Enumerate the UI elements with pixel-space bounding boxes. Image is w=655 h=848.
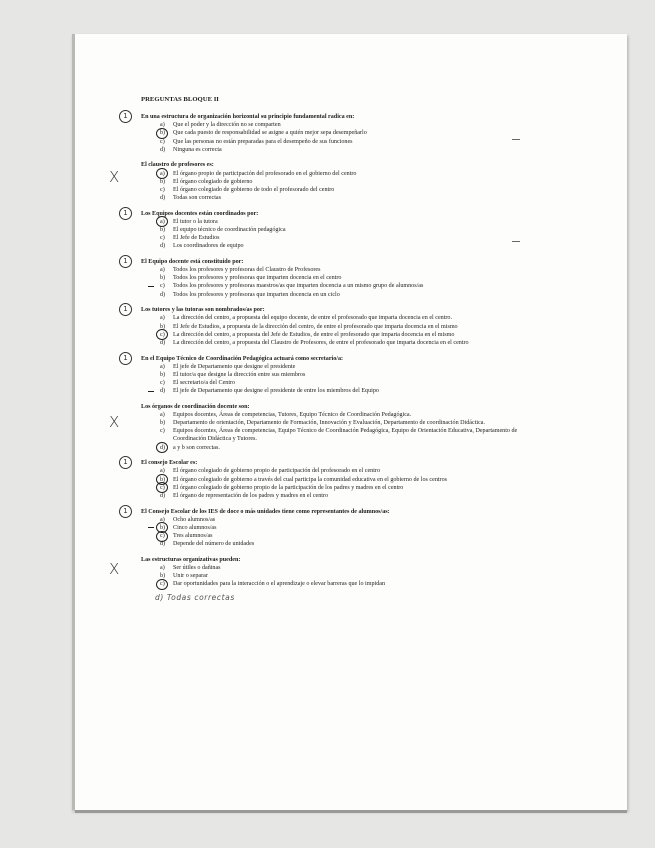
answer-option <box>141 314 526 322</box>
answer-option <box>141 427 526 443</box>
answer-option <box>141 274 526 282</box>
question-5 <box>123 305 526 347</box>
answer-option <box>141 282 526 290</box>
option-letter: c) <box>160 380 165 387</box>
option-text: El tutor o la tutora <box>173 218 218 225</box>
question-stem: El claustro de profesores es: <box>141 162 214 169</box>
question-stem: En una estructura de organización horizontal su principio fundamental radica en: <box>141 114 355 121</box>
option-letter: c) <box>160 428 165 435</box>
option-letter: b) <box>160 275 166 282</box>
answer-circle-mark <box>156 579 168 590</box>
option-text: Todos los profesores y profesoras maestros/as que imparten docencia a un mismo grupo de alumnos/as <box>173 283 424 290</box>
answer-option <box>141 419 526 427</box>
option-letter: c) <box>160 331 165 338</box>
question-list <box>109 112 526 603</box>
option-letter: b) <box>160 476 166 483</box>
question-3 <box>123 208 526 251</box>
answer-option <box>141 564 526 572</box>
question-8 <box>123 458 526 500</box>
option-text: El Jefe de Estudios <box>173 235 220 242</box>
cross-mark: X <box>109 412 120 431</box>
option-letter: a) <box>160 170 165 177</box>
question-stem: Las estructuras organizativas pueden: <box>141 556 241 563</box>
option-text: Dar oportunidades para la interacción o el aprendizaje o elevar barreras que lo impidan <box>173 581 385 588</box>
answer-option <box>141 323 526 331</box>
option-letter: a) <box>160 267 165 274</box>
answer-option <box>141 121 526 129</box>
answer-option <box>141 178 526 186</box>
answer-option <box>141 379 526 387</box>
option-letter: c) <box>160 484 165 491</box>
answer-option <box>141 194 526 202</box>
option-text: Equipos docentes, Áreas de competencias, Tutores, Equipo Técnico de Coordinación Pedagógica. <box>173 412 412 418</box>
answer-option <box>141 476 526 484</box>
option-letter: d) <box>160 444 166 451</box>
option-text: Todos los profesores y profesoras que imparten docencia en el centro <box>173 275 342 282</box>
option-letter: b) <box>160 227 166 234</box>
option-text: Ocho alumnos/as <box>173 516 216 523</box>
question-10 <box>109 556 526 603</box>
option-text: El órgano colegiado de gobierno a través del cual participa la comunidad educativa en el gobierno de los centros <box>173 476 448 483</box>
option-text: El órgano de representación de los padres y madres en el centro <box>173 492 329 499</box>
question-stem: Los Equipos docentes están coordinados por: <box>141 210 259 217</box>
answer-option <box>141 331 526 339</box>
question-number-mark: 1 <box>119 207 132 220</box>
option-text: Ninguna es correcta <box>173 146 222 153</box>
answer-option <box>141 411 526 419</box>
question-4 <box>123 257 526 299</box>
answer-option <box>141 492 526 500</box>
question-number-mark: 1 <box>119 110 132 123</box>
option-letter: a) <box>160 565 165 571</box>
option-letter: b) <box>160 524 166 531</box>
option-text: El jefe de Departamento que designe el presidente de entre los miembros del Equipo <box>173 388 379 395</box>
option-letter: c) <box>160 138 165 145</box>
answer-option <box>141 186 526 194</box>
question-stem: El consejo Escolar es: <box>141 460 198 467</box>
question-stem: Los tutores y las tutoras son nombrados/as por: <box>141 307 265 314</box>
option-letter: c) <box>160 283 165 290</box>
option-text: La dirección del centro, a propuesta del equipo docente, de entre el profesorado que imparta docencia en el centro. <box>173 315 453 322</box>
option-text: Todos los profesores y profesoras que imparten docencia en un ciclo <box>173 291 340 298</box>
question-2 <box>109 161 526 202</box>
option-text: El órgano propio de participación del profesorado en el gobierno del centro <box>173 170 357 177</box>
option-text: La dirección del centro, a propuesta del Jefe de Estudios, de entre el profesorado que imparta docencia en el mismo <box>173 331 455 338</box>
option-text: Que el poder y la dirección no se comparten <box>173 122 281 129</box>
option-letter: d) <box>160 541 166 548</box>
option-text: El órgano colegiado de gobierno propio de participación del profesorado en el centro <box>173 468 380 475</box>
option-letter: b) <box>160 130 166 137</box>
option-letter: a) <box>160 516 165 523</box>
question-stem: En el Equipo Técnico de Coordinación Pedagógica actuará como secretario/a: <box>141 355 344 362</box>
option-letter: c) <box>160 581 165 588</box>
option-text: Que las personas no están preparadas para el desempeño de sus funciones <box>173 138 353 145</box>
option-text: Equipos docentes, Áreas de competencias, Equipo Técnico de Coordinación Pedagógica, Equipo de Orientación Educativa, Departamento de Coordinación Didáctica y Tutores. <box>173 428 518 443</box>
option-text: Unir o separar <box>173 573 208 580</box>
answer-option <box>141 129 526 137</box>
answer-option <box>141 444 526 452</box>
question-number-mark: 1 <box>119 352 132 365</box>
option-letter: a) <box>160 468 165 475</box>
answer-option <box>141 226 526 234</box>
option-letter: a) <box>160 315 165 322</box>
bleed-through-text <box>90 38 510 60</box>
answer-option <box>141 218 526 226</box>
option-text: El secretario/a del Centro <box>173 380 236 387</box>
question-7 <box>109 403 526 452</box>
answer-option <box>141 234 526 242</box>
cross-mark: X <box>109 559 120 578</box>
question-1 <box>123 112 526 154</box>
answer-option <box>141 291 526 299</box>
answer-circle-mark <box>156 442 168 453</box>
answer-option <box>141 467 526 475</box>
option-letter: c) <box>160 186 165 193</box>
question-number-mark: 1 <box>119 505 132 518</box>
answer-option <box>141 516 526 524</box>
option-text: Ser útiles o dañinas <box>173 565 221 571</box>
answer-option <box>141 138 526 146</box>
option-letter: d) <box>160 146 166 153</box>
option-letter: d) <box>160 195 166 202</box>
dash-mark <box>148 527 154 528</box>
option-text: Que cada puesto de responsabilidad se asigne a quién mejor sepa desempeñarlo <box>173 130 367 137</box>
answer-option <box>141 524 526 532</box>
option-letter: b) <box>160 420 166 427</box>
option-text: El Jefe de Estudios, a propuesta de la dirección del centro, de entre el profesorado que imparta docencia en el mismo <box>173 323 458 330</box>
question-stem: El Consejo Escolar de los IES de doce o más unidades tiene como representantes de alumnos/as: <box>141 508 390 515</box>
option-letter: d) <box>160 291 166 298</box>
option-letter: b) <box>160 371 166 378</box>
answer-option <box>141 580 526 588</box>
dash-mark <box>148 391 154 392</box>
answer-option <box>141 339 526 347</box>
option-letter: d) <box>160 339 166 346</box>
option-text: El órgano colegiado de gobierno <box>173 178 253 185</box>
option-letter: a) <box>160 363 165 370</box>
option-letter: b) <box>160 573 166 580</box>
option-text: Depende del número de unidades <box>173 541 255 548</box>
option-text: El tutor/a que designe la dirección entre sus miembros <box>173 371 306 378</box>
option-letter: a) <box>160 122 165 129</box>
option-letter: d) <box>160 492 166 499</box>
option-text: El equipo técnico de coordinación pedagógica <box>173 227 286 234</box>
option-letter: b) <box>160 323 166 330</box>
option-text: Todas son correctas <box>173 195 221 202</box>
option-letter: d) <box>160 243 166 250</box>
option-letter: c) <box>160 533 165 540</box>
option-text: Departamento de orientación, Departamento de Formación, Innovación y Evaluación, Departamento de coordinación Didáctica. <box>173 420 486 427</box>
answer-option <box>141 170 526 178</box>
option-text: Tres alumnos/as <box>173 533 213 540</box>
answer-option <box>141 387 526 395</box>
page-title: PREGUNTAS BLOQUE II <box>141 96 219 103</box>
question-number-mark: 1 <box>119 303 132 316</box>
option-letter: a) <box>160 412 165 418</box>
answer-option <box>141 146 526 154</box>
answer-option <box>141 484 526 492</box>
question-6 <box>123 353 526 396</box>
option-text: a y b son correctas. <box>173 444 220 451</box>
dash-mark <box>148 286 154 287</box>
option-letter: c) <box>160 235 165 242</box>
option-text: Cinco alumnos/as <box>173 524 217 531</box>
option-text: La dirección del centro, a propuesta del Claustro de Profesores, de entre el profesorado que imparta docencia en el centro <box>173 339 469 346</box>
exam-content <box>109 96 526 610</box>
question-number-mark: 1 <box>119 456 132 469</box>
answer-option <box>141 532 526 540</box>
answer-option <box>141 572 526 580</box>
option-text: Todos los profesores y profesoras del Claustro de Profesores <box>173 267 321 274</box>
answer-option <box>141 371 526 379</box>
handwritten-answer: d) Todas correctas <box>155 593 235 603</box>
option-letter: b) <box>160 178 166 185</box>
question-stem: Los órganos de coordinación docente son: <box>141 403 250 410</box>
answer-option <box>141 242 526 250</box>
option-text: El órgano colegiado de gobierno de todo el profesorado del centro <box>173 186 335 193</box>
option-text: El jefe de Departamento que designe el presidente <box>173 363 296 370</box>
question-number-mark: 1 <box>119 255 132 268</box>
option-letter: d) <box>160 388 166 395</box>
cross-mark: X <box>109 168 120 187</box>
option-text: Los coordinadores de equipo <box>173 243 244 250</box>
question-9 <box>123 506 526 549</box>
option-text: El órgano colegiado de gobierno propio de la participación de los padres y madres en el centro <box>173 484 404 491</box>
option-letter: a) <box>160 218 165 225</box>
answer-option <box>141 266 526 274</box>
question-stem: El Equipo docente está constituido por: <box>141 259 244 265</box>
answer-option <box>141 540 526 548</box>
answer-option <box>141 363 526 371</box>
